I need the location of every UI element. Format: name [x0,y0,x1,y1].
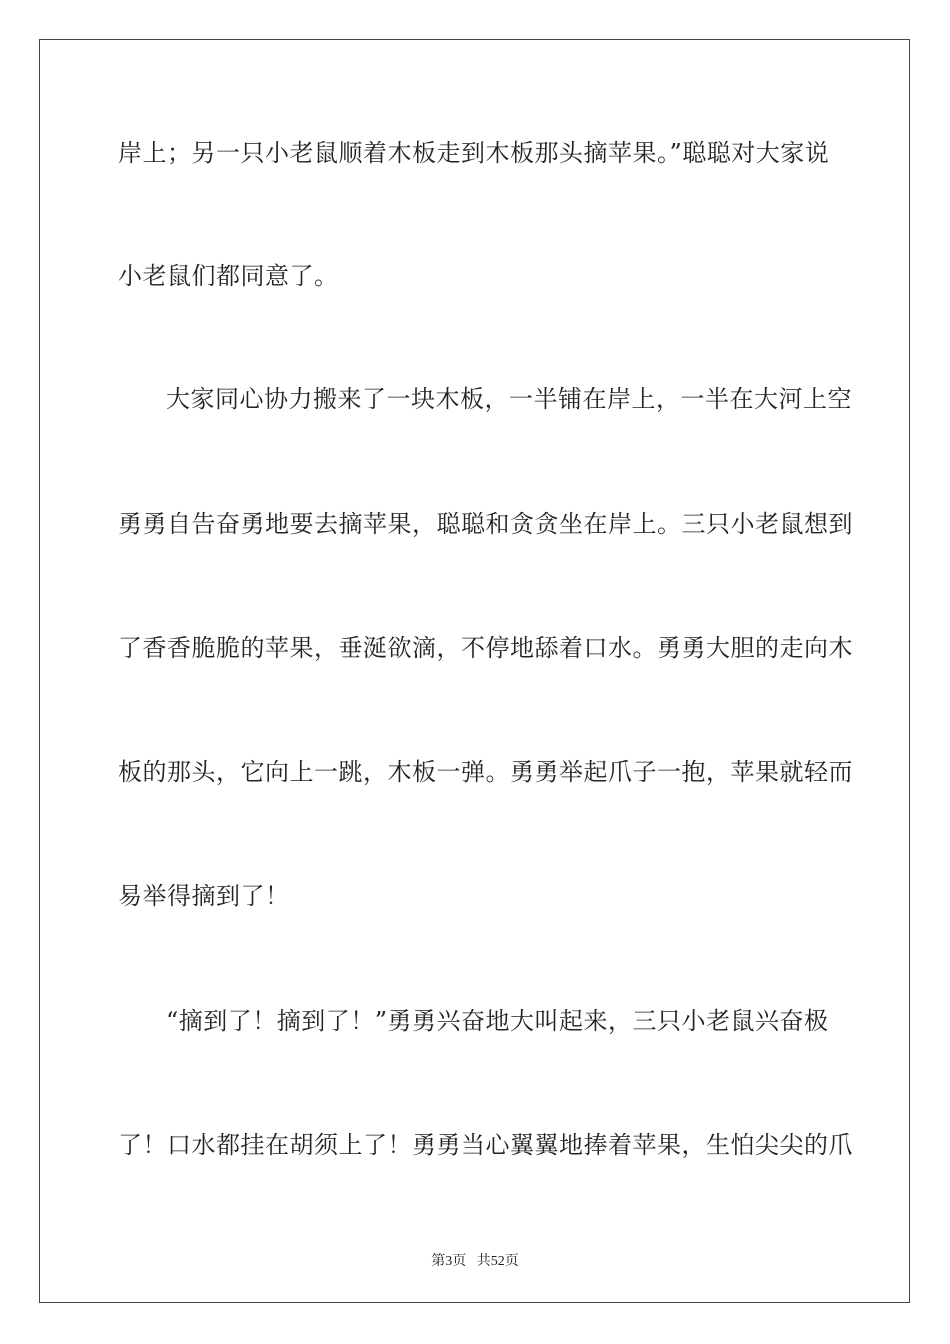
page-border [39,39,910,1303]
text-line-paragraph-start: “摘到了！摘到了！”勇勇兴奋地大叫起来，三只小老鼠兴奋极 [166,1007,829,1035]
text-line-paragraph-start: 大家同心协力搬来了一块木板，一半铺在岸上，一半在大河上空 [166,385,852,413]
text-line: 岸上；另一只小老鼠顺着木板走到木板那头摘苹果。”聪聪对大家说 [118,139,830,167]
text-line: 易举得摘到了！ [118,882,290,910]
text-line: 了香香脆脆的苹果，垂涎欲滴，不停地舔着口水。勇勇大胆的走向木 [118,634,853,662]
text-line: 板的那头，它向上一跳，木板一弹。勇勇举起爪子一抱，苹果就轻而 [118,758,853,786]
text-line: 了！口水都挂在胡须上了！勇勇当心翼翼地捧着苹果，生怕尖尖的爪 [118,1131,853,1159]
text-line: 勇勇自告奋勇地要去摘苹果，聪聪和贪贪坐在岸上。三只小老鼠想到 [118,510,853,538]
page-footer [0,1250,950,1270]
text-line: 小老鼠们都同意了。 [118,262,339,290]
page-number: 第3页 [431,1254,467,1269]
page-total: 共52页 [476,1254,519,1269]
